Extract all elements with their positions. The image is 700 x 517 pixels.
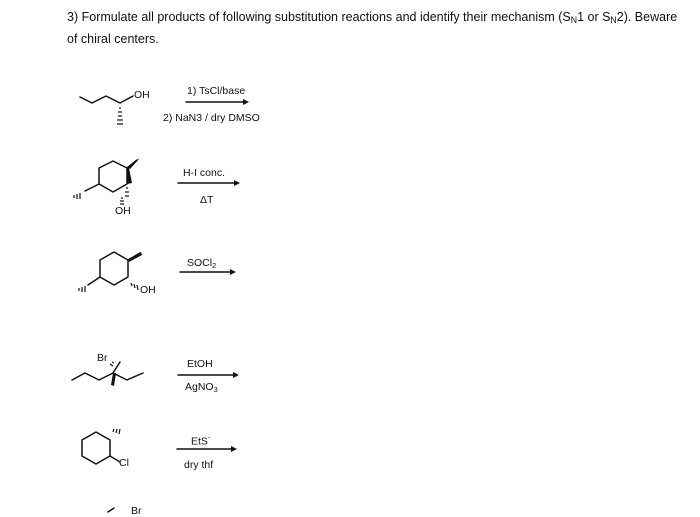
substituent-label-5: Cl bbox=[119, 457, 129, 469]
arrowhead bbox=[231, 446, 237, 452]
condition-3-top-sub: 2 bbox=[212, 261, 217, 270]
molecule-3-skeleton bbox=[88, 252, 140, 285]
hashed-bond bbox=[125, 188, 129, 196]
condition-3-top-main: SOCl bbox=[187, 257, 213, 269]
wedge-bond bbox=[127, 168, 132, 184]
hashed-bond bbox=[110, 362, 114, 366]
condition-5-top bbox=[191, 433, 210, 448]
condition-5-top-sup: - bbox=[207, 433, 211, 442]
hashed-bond bbox=[74, 193, 80, 199]
sn1-subscript: N bbox=[570, 15, 578, 25]
condition-4-bottom bbox=[185, 381, 218, 394]
molecule-6-skeleton bbox=[108, 508, 114, 512]
substituent-label-4: Br bbox=[97, 352, 108, 364]
arrowhead bbox=[230, 269, 236, 275]
condition-2-bottom: ΔT bbox=[200, 194, 214, 206]
sn2-subscript: N bbox=[610, 15, 617, 25]
arrowhead bbox=[233, 372, 239, 378]
substituent-label-2: OH bbox=[115, 205, 131, 217]
condition-4-bottom-sub: 3 bbox=[213, 385, 218, 394]
arrowhead bbox=[234, 180, 240, 186]
molecule-5-skeleton bbox=[82, 432, 120, 464]
wedge-bond bbox=[127, 158, 140, 169]
molecule-4-skeleton bbox=[72, 362, 143, 380]
question-text-c: 2). Beware of chiral centers. bbox=[67, 10, 678, 46]
substituent-label-3: OH bbox=[140, 284, 156, 296]
hashed-bond bbox=[113, 429, 120, 434]
condition-1-top: 1) TsCl/base bbox=[187, 85, 246, 97]
molecule-1-skeleton bbox=[80, 96, 133, 103]
condition-5-bottom: dry thf bbox=[184, 459, 214, 471]
hashed-bond bbox=[79, 286, 85, 292]
substituent-label-6: Br bbox=[131, 505, 142, 517]
condition-4-top: EtOH bbox=[187, 358, 213, 370]
hashed-bond bbox=[117, 108, 123, 124]
condition-4-bottom-main: AgNO bbox=[185, 381, 214, 393]
condition-5-top-main: EtS bbox=[191, 435, 208, 448]
condition-3-top bbox=[187, 257, 216, 270]
question-text-a: Formulate all products of following substitution reactions and identify their mechanism (S bbox=[81, 10, 571, 24]
wedge-bond bbox=[111, 373, 116, 386]
arrowhead bbox=[243, 99, 249, 105]
question-text-b: 1 or S bbox=[577, 10, 611, 24]
substituent-label-1: OH bbox=[134, 89, 150, 101]
hashed-bond bbox=[131, 283, 138, 290]
question-number: 3) bbox=[67, 10, 79, 24]
hashed-bond bbox=[120, 198, 124, 204]
condition-2-top: H-I conc. bbox=[183, 167, 226, 179]
condition-1-bottom: 2) NaN3 / dry DMSO bbox=[163, 112, 260, 124]
wedge-bond bbox=[128, 252, 142, 262]
